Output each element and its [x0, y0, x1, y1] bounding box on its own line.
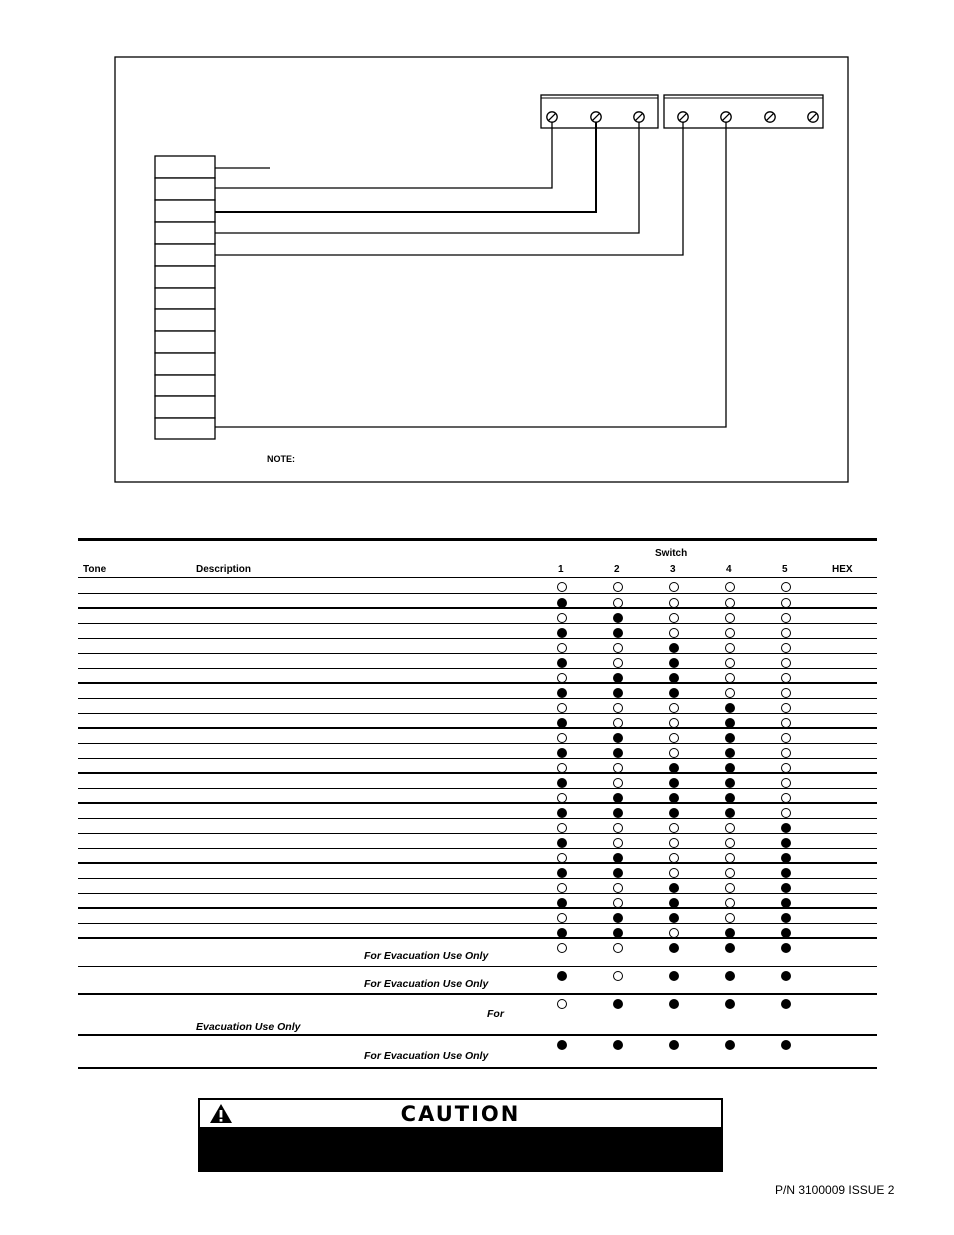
table-row [78, 654, 877, 669]
switch-off-dot [669, 733, 679, 743]
switch-on-dot [781, 913, 791, 923]
switch-on-dot [725, 943, 735, 953]
table-row [78, 834, 877, 849]
switch-off-dot [557, 763, 567, 773]
switch-off-dot [613, 778, 623, 788]
switch-on-dot [781, 943, 791, 953]
switch-off-dot [669, 853, 679, 863]
switch-on-dot [781, 1040, 791, 1050]
table-row [78, 624, 877, 639]
switch-off-dot [557, 703, 567, 713]
table-row [78, 879, 877, 894]
switch-on-dot [613, 868, 623, 878]
terminal-strip-cell [155, 200, 215, 222]
switch-off-dot [725, 913, 735, 923]
table-row [78, 909, 877, 924]
switch-on-dot [781, 868, 791, 878]
switch-on-dot [557, 928, 567, 938]
switch-off-dot [613, 943, 623, 953]
switch-off-dot [557, 733, 567, 743]
terminal-strip [155, 156, 215, 439]
switch-off-dot [781, 688, 791, 698]
switch-on-dot [781, 853, 791, 863]
switch-on-dot [613, 853, 623, 863]
switch-off-dot [781, 748, 791, 758]
switch-on-dot [725, 748, 735, 758]
wires [215, 122, 726, 427]
table-row [78, 849, 877, 864]
description-column-header: Description [196, 564, 252, 575]
switch-off-dot [669, 748, 679, 758]
switch-off-dot [669, 823, 679, 833]
table-row [78, 729, 877, 744]
part-number: P/N 3100009 ISSUE 2 [775, 1183, 895, 1197]
switch-off-dot [725, 598, 735, 608]
switch-off-dot [781, 793, 791, 803]
switch-on-dot [725, 928, 735, 938]
switch-on-dot [613, 748, 623, 758]
table-row [78, 924, 877, 939]
switch-off-dot [725, 643, 735, 653]
switch-on-dot [557, 658, 567, 668]
switch-off-dot [613, 883, 623, 893]
switch-off-dot [613, 643, 623, 653]
caution-box [198, 1098, 723, 1172]
table-row [78, 699, 877, 714]
switch-on-dot [669, 999, 679, 1009]
switch-on-dot [613, 808, 623, 818]
switch-on-dot [781, 971, 791, 981]
switch-off-dot [781, 808, 791, 818]
switch-off-dot [781, 658, 791, 668]
terminal-strip-cell [155, 353, 215, 375]
terminal-strip-cell [155, 244, 215, 266]
switch-off-dot [781, 703, 791, 713]
switch-on-dot [557, 838, 567, 848]
switch-on-dot [669, 793, 679, 803]
switch-on-dot [725, 808, 735, 818]
switch-off-dot [613, 898, 623, 908]
switch-on-dot [725, 733, 735, 743]
switch-on-dot [725, 703, 735, 713]
table-row [78, 939, 877, 967]
evacuation-note: For [487, 1008, 504, 1020]
switch-on-dot [557, 718, 567, 728]
table-row [78, 864, 877, 879]
switch-off-dot [669, 718, 679, 728]
switch-off-dot [725, 673, 735, 683]
switch-off-dot [725, 688, 735, 698]
switch-on-dot [613, 688, 623, 698]
switch-off-dot [613, 718, 623, 728]
switch-off-dot [613, 823, 623, 833]
terminal-screw-icon [547, 112, 557, 122]
switch-off-dot [557, 793, 567, 803]
switch-on-dot [669, 658, 679, 668]
switch-off-dot [725, 883, 735, 893]
evacuation-note: For Evacuation Use Only [364, 1050, 489, 1062]
switch-on-dot [781, 883, 791, 893]
switch-on-dot [557, 1040, 567, 1050]
switch-on-dot [613, 1040, 623, 1050]
caution-header [200, 1100, 721, 1127]
switch-off-dot [725, 868, 735, 878]
switch-off-dot [781, 778, 791, 788]
terminal-strip-cell [155, 418, 215, 439]
table-row [78, 684, 877, 699]
switch-off-dot [669, 928, 679, 938]
evacuation-note: For Evacuation Use Only [364, 978, 489, 990]
table-row [78, 714, 877, 729]
tone-switch-table [78, 538, 877, 1069]
switch-off-dot [781, 613, 791, 623]
switch-on-dot [669, 1040, 679, 1050]
switch-off-dot [613, 598, 623, 608]
switch-off-dot [669, 868, 679, 878]
switch-off-dot [557, 582, 567, 592]
switch-off-dot [725, 823, 735, 833]
table-row [78, 1036, 877, 1067]
switch-off-dot [781, 673, 791, 683]
switch-off-dot [781, 733, 791, 743]
switch-on-dot [725, 793, 735, 803]
table-header [78, 541, 877, 578]
switch-off-dot [669, 582, 679, 592]
switch-off-dot [669, 613, 679, 623]
switch-on-dot [669, 913, 679, 923]
switch-off-dot [557, 883, 567, 893]
caution-title: CAUTION [400, 1102, 521, 1126]
terminal-screw-icon [634, 112, 644, 122]
terminal-strip-cell [155, 375, 215, 396]
switch-on-dot [669, 808, 679, 818]
switch-on-dot [613, 673, 623, 683]
evacuation-note: Evacuation Use Only [196, 1021, 301, 1033]
terminal-screw-icon [591, 112, 601, 122]
table-row [78, 669, 877, 684]
switch-off-dot [725, 582, 735, 592]
switch-off-dot [725, 898, 735, 908]
switch-on-dot [557, 688, 567, 698]
switch-on-dot [781, 898, 791, 908]
switch-off-dot [557, 853, 567, 863]
switch-3-header: 3 [670, 564, 676, 575]
switch-on-dot [557, 778, 567, 788]
switch-on-dot [669, 688, 679, 698]
switch-off-dot [557, 643, 567, 653]
switch-on-dot [669, 971, 679, 981]
table-row [78, 578, 877, 594]
table-row [78, 609, 877, 624]
switch-on-dot [781, 928, 791, 938]
terminal-screw-icon [721, 112, 731, 122]
switch-off-dot [781, 763, 791, 773]
switch-on-dot [557, 628, 567, 638]
evacuation-note: For Evacuation Use Only [364, 950, 489, 962]
switch-on-dot [725, 778, 735, 788]
table-row [78, 804, 877, 819]
switch-off-dot [557, 823, 567, 833]
switch-on-dot [725, 971, 735, 981]
switch-off-dot [781, 628, 791, 638]
table-row [78, 639, 877, 654]
switch-on-dot [669, 778, 679, 788]
table-row [78, 894, 877, 909]
table-row [78, 967, 877, 995]
switch-on-dot [557, 898, 567, 908]
switch-on-dot [781, 823, 791, 833]
switch-off-dot [669, 598, 679, 608]
table-row [78, 759, 877, 774]
switch-on-dot [725, 763, 735, 773]
switch-off-dot [557, 943, 567, 953]
switch-group-header: Switch [655, 548, 688, 559]
terminal-screws [547, 112, 818, 122]
terminal-screw-icon [678, 112, 688, 122]
switch-on-dot [613, 613, 623, 623]
switch-1-header: 1 [558, 564, 564, 575]
switch-4-header: 4 [726, 564, 732, 575]
switch-off-dot [557, 913, 567, 923]
switch-off-dot [613, 838, 623, 848]
switch-off-dot [613, 582, 623, 592]
switch-on-dot [557, 748, 567, 758]
table-row [78, 819, 877, 834]
switch-on-dot [613, 928, 623, 938]
switch-off-dot [613, 658, 623, 668]
switch-off-dot [613, 971, 623, 981]
switch-off-dot [557, 673, 567, 683]
switch-on-dot [613, 913, 623, 923]
terminal-screw-icon [808, 112, 818, 122]
switch-on-dot [613, 793, 623, 803]
switch-off-dot [725, 613, 735, 623]
switch-on-dot [557, 868, 567, 878]
terminal-strip-cell [155, 222, 215, 244]
switch-off-dot [781, 598, 791, 608]
terminal-block-b [664, 95, 823, 128]
switch-off-dot [725, 838, 735, 848]
switch-on-dot [557, 971, 567, 981]
terminal-strip-cell [155, 266, 215, 288]
hex-column-header: HEX [832, 564, 853, 575]
switch-on-dot [669, 898, 679, 908]
switch-on-dot [781, 838, 791, 848]
table-body [78, 578, 877, 1067]
switch-off-dot [557, 999, 567, 1009]
switch-off-dot [669, 628, 679, 638]
switch-off-dot [725, 658, 735, 668]
wiring-diagram [0, 0, 954, 500]
switch-on-dot [725, 1040, 735, 1050]
switch-on-dot [781, 999, 791, 1009]
table-row [78, 774, 877, 789]
terminal-strip-cell [155, 178, 215, 200]
diagram-frame [115, 57, 848, 482]
switch-on-dot [669, 883, 679, 893]
terminal-strip-cell [155, 288, 215, 309]
tone-column-header: Tone [83, 564, 107, 575]
terminal-strip-cell [155, 309, 215, 331]
switch-5-header: 5 [782, 564, 788, 575]
switch-on-dot [557, 598, 567, 608]
switch-off-dot [781, 643, 791, 653]
table-row [78, 744, 877, 759]
switch-off-dot [725, 628, 735, 638]
switch-on-dot [669, 643, 679, 653]
switch-on-dot [613, 628, 623, 638]
terminal-strip-cell [155, 331, 215, 353]
terminal-strip-cell [155, 156, 215, 178]
diagram-note-label: NOTE: [267, 454, 295, 464]
table-row [78, 995, 877, 1036]
switch-on-dot [613, 733, 623, 743]
table-row [78, 789, 877, 804]
table-row [78, 594, 877, 609]
switch-on-dot [725, 718, 735, 728]
switch-off-dot [781, 582, 791, 592]
switch-off-dot [725, 853, 735, 863]
switch-off-dot [613, 703, 623, 713]
switch-off-dot [557, 613, 567, 623]
switch-off-dot [781, 718, 791, 728]
switch-off-dot [669, 838, 679, 848]
switch-on-dot [613, 999, 623, 1009]
switch-on-dot [557, 808, 567, 818]
switch-on-dot [669, 673, 679, 683]
switch-off-dot [613, 763, 623, 773]
terminal-screw-icon [765, 112, 775, 122]
terminal-strip-cell [155, 396, 215, 418]
switch-2-header: 2 [614, 564, 620, 575]
switch-on-dot [669, 943, 679, 953]
switch-on-dot [669, 763, 679, 773]
switch-off-dot [669, 703, 679, 713]
switch-on-dot [725, 999, 735, 1009]
